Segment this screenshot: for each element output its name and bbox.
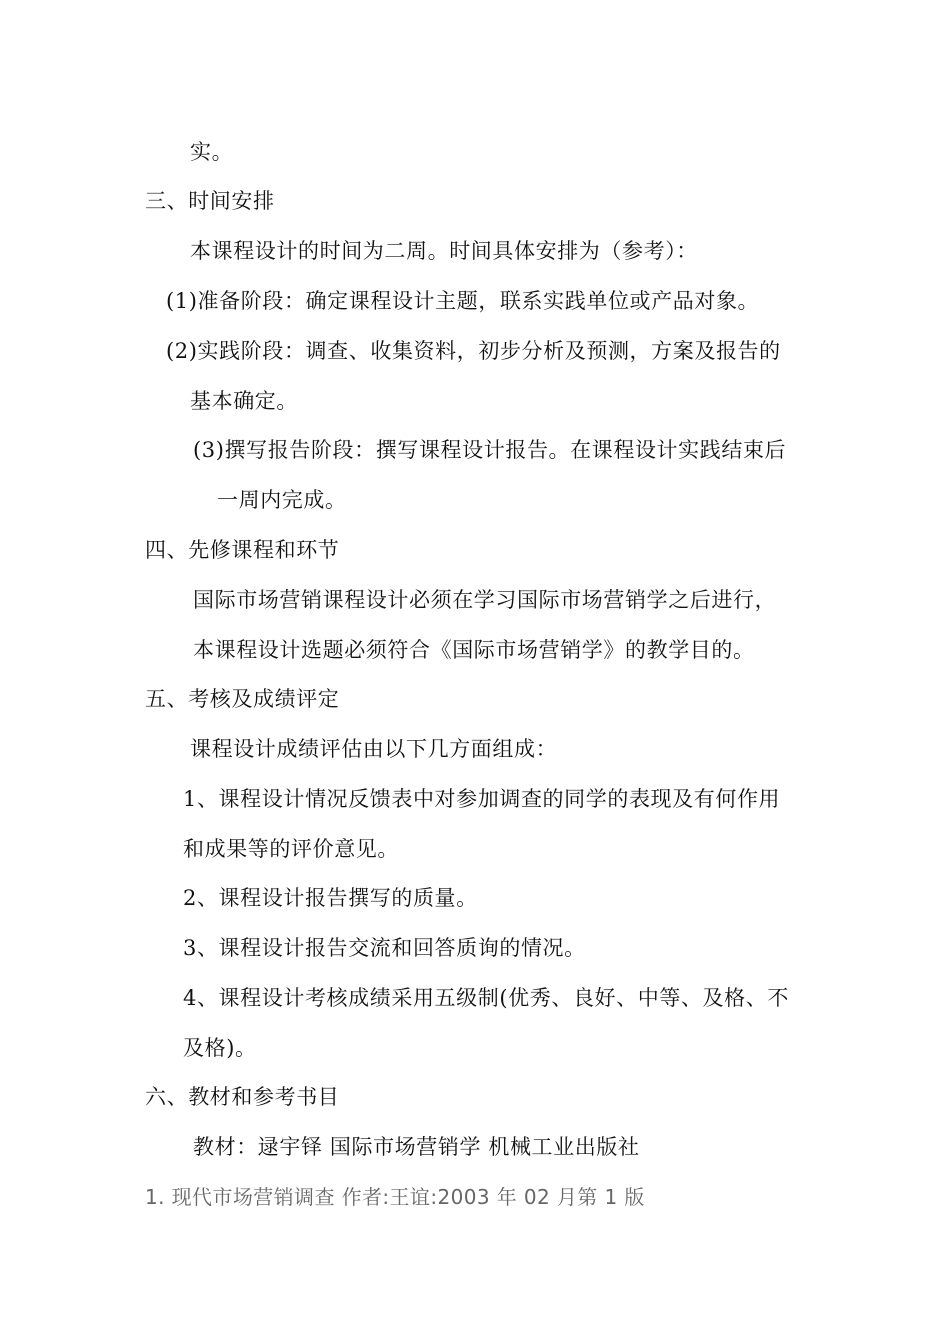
section-6-heading: 六、教材和参考书目 bbox=[145, 1085, 340, 1109]
textbook-line: 教材：逯宇铎 国际市场营销学 机械工业出版社 bbox=[193, 1135, 640, 1159]
section-5-item-1-line-1: 1、课程设计情况反馈表中对参加调查的同学的表现及有何作用 bbox=[183, 787, 781, 811]
reference-1: 1. 现代市场营销调查 作者:王谊:2003 年 02 月第 1 版 bbox=[145, 1185, 645, 1209]
section-5-item-1-line-2: 和成果等的评价意见。 bbox=[183, 837, 399, 861]
section-3-heading: 三、时间安排 bbox=[145, 189, 275, 213]
section-4-para-line-1: 国际市场营销课程设计必须在学习国际市场营销学之后进行， bbox=[193, 588, 777, 612]
continuation-text: 实。 bbox=[190, 140, 234, 164]
section-3-item-3-line-1: (3)撰写报告阶段：撰写课程设计报告。在课程设计实践结束后 bbox=[193, 438, 787, 462]
section-3-intro: 本课程设计的时间为二周。时间具体安排为（参考）： bbox=[190, 239, 698, 263]
section-4-heading: 四、先修课程和环节 bbox=[145, 538, 340, 562]
section-5-intro: 课程设计成绩评估由以下几方面组成： bbox=[190, 737, 558, 761]
section-3-item-3-line-2: 一周内完成。 bbox=[217, 488, 347, 512]
section-3-item-1: (1)准备阶段：确定课程设计主题，联系实践单位或产品对象。 bbox=[166, 289, 760, 313]
section-5-item-2: 2、课程设计报告撰写的质量。 bbox=[183, 886, 478, 910]
section-5-heading: 五、考核及成绩评定 bbox=[145, 687, 340, 711]
section-5-item-4-line-1: 4、课程设计考核成绩采用五级制(优秀、良好、中等、及格、不 bbox=[183, 986, 789, 1010]
section-5-item-3: 3、课程设计报告交流和回答质询的情况。 bbox=[183, 936, 586, 960]
section-5-item-4-line-2: 及格)。 bbox=[183, 1036, 257, 1060]
section-4-para-line-2: 本课程设计选题必须符合《国际市场营销学》的教学目的。 bbox=[193, 638, 755, 662]
section-3-item-2-line-1: (2)实践阶段：调查、收集资料，初步分析及预测，方案及报告的 bbox=[166, 339, 781, 363]
section-3-item-2-line-2: 基本确定。 bbox=[190, 389, 298, 413]
